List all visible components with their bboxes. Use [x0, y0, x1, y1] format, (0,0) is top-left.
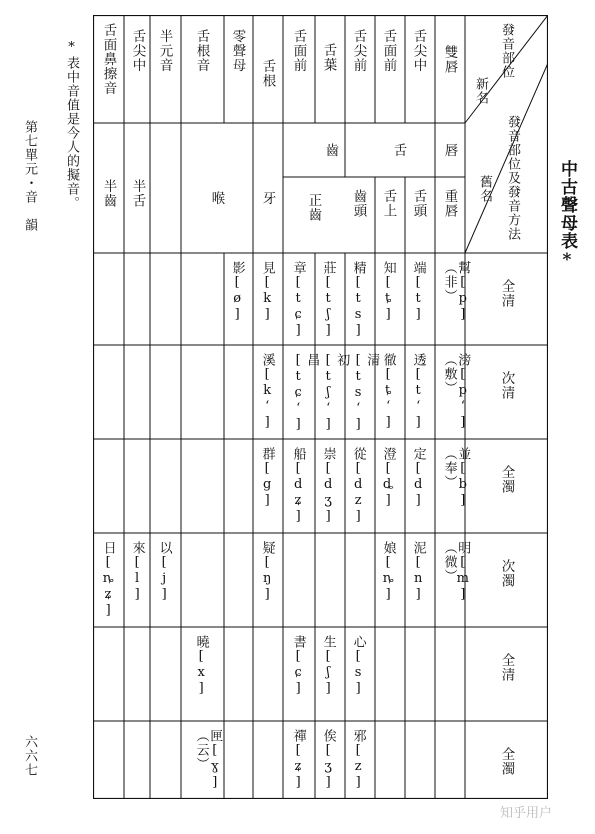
col-modern-7: 零聲母 — [229, 29, 246, 73]
cell-r3-c0: 明[m]（微） — [441, 541, 471, 603]
cell-r2-c3: 從[dz] — [350, 447, 366, 525]
cell-r1-c2: 徹[ȶʻ] — [380, 353, 396, 431]
cell-r1-c1: 透[tʻ] — [410, 353, 426, 431]
col-modern-5: 舌面前 — [290, 29, 307, 73]
cell-r3-c9: 以[j] — [156, 541, 172, 603]
cell-r2-c5: 船[dʑ] — [290, 447, 306, 525]
corner-old-sub: 發音部位及發音方法 — [505, 115, 520, 241]
watermark: 知乎用户 — [500, 806, 553, 821]
trad-0: 重唇 — [441, 189, 458, 218]
cell-r4-c3: 心[s] — [350, 635, 366, 697]
footnote: *表中音值是今人的擬音。 — [64, 40, 79, 210]
col-modern-1: 舌尖中 — [410, 29, 427, 73]
cell-r0-c6: 見[k] — [259, 261, 275, 323]
cell-r2-c1: 定[d] — [410, 447, 426, 509]
row-label-3: 次濁 — [498, 559, 515, 588]
page-number: 六六七 — [22, 735, 37, 777]
cell-r1-c3: 清[tsʻ] — [350, 353, 380, 433]
trad-2: 舌上 — [380, 189, 397, 218]
initials-table — [93, 15, 548, 799]
trad-1: 舌頭 — [410, 189, 427, 218]
group-teeth: 齒 — [322, 143, 339, 158]
cell-r3-c6: 疑[ŋ] — [259, 541, 275, 603]
cell-r2-c0: 並[b]（奉） — [441, 447, 471, 509]
col-modern-3: 舌尖前 — [350, 29, 367, 73]
cell-r3-c2: 娘[ȵ] — [380, 541, 396, 603]
row-label-1: 次清 — [498, 371, 515, 400]
row-label-2: 全濁 — [498, 465, 515, 494]
cell-r2-c2: 澄[ȡ] — [380, 447, 396, 509]
cell-r0-c3: 精[ts] — [350, 261, 366, 339]
group-half-teeth: 半齒 — [100, 179, 117, 208]
trad-3: 齒頭 — [350, 189, 367, 218]
cell-r2-c6: 群[g] — [259, 447, 275, 509]
row-label-5: 全濁 — [498, 747, 515, 776]
cell-r1-c6: 溪[kʻ] — [259, 353, 275, 431]
group-molar: 牙 — [259, 191, 276, 206]
cell-r0-c2: 知[ȶ] — [380, 261, 396, 323]
cell-r5-c5: 禪[ʑ] — [290, 729, 306, 791]
corner-new-label: 新名 — [473, 77, 488, 105]
cell-r0-c0: 幫[p]（非） — [441, 261, 471, 323]
cell-r1-c0: 滂[pʻ]（敷） — [441, 353, 471, 431]
cell-r0-c5: 章[tɕ] — [290, 261, 306, 339]
group-tongue: 舌 — [390, 143, 407, 158]
cell-r5-c4: 俟[ʒ] — [320, 729, 336, 791]
row-label-0: 全清 — [498, 279, 515, 308]
corner-old-label: 舊名 — [477, 175, 492, 203]
col-modern-11: 舌面鼻擦音 — [100, 23, 117, 96]
cell-r1-c4: 初[tʃʻ] — [320, 353, 350, 433]
col-modern-4: 舌葉 — [320, 43, 337, 72]
cell-r3-c11: 日[ȵʑ] — [100, 541, 116, 619]
row-label-4: 全清 — [498, 653, 515, 682]
cell-r2-c4: 崇[dʒ] — [320, 447, 336, 525]
cell-r3-c1: 泥[n] — [410, 541, 426, 603]
col-modern-0: 雙唇 — [441, 45, 458, 74]
group-lip: 唇 — [441, 143, 458, 158]
cell-r0-c7: 影[ø] — [229, 261, 245, 323]
group-half-tongue: 半舌 — [129, 179, 146, 208]
col-modern-6: 舌根 — [259, 59, 276, 88]
page-title: 中古聲母表* — [557, 160, 577, 271]
cell-r3-c10: 來[l] — [129, 541, 145, 603]
corner-new-sub: 發音部位 — [499, 23, 514, 79]
cell-r1-c5: 昌[tɕʻ] — [290, 353, 320, 433]
cell-r5-c3: 邪[z] — [350, 729, 366, 791]
cell-r0-c1: 端[t] — [410, 261, 426, 323]
cell-r0-c4: 莊[tʃ] — [320, 261, 336, 339]
group-throat: 喉 — [208, 191, 225, 206]
col-modern-8: 舌根音 — [193, 29, 210, 73]
running-head: 第七單元・音 韻 — [22, 120, 37, 232]
col-modern-10: 舌尖中 — [129, 29, 146, 73]
cell-r5-c8: 匣[ɣ]（云） — [193, 729, 223, 791]
cell-r4-c4: 生[ʃ] — [320, 635, 336, 697]
cell-r4-c5: 書[ɕ] — [290, 635, 306, 697]
trad-4: 正齒 — [305, 193, 322, 222]
col-modern-9: 半元音 — [156, 29, 173, 73]
cell-r4-c8: 曉[x] — [193, 635, 209, 697]
col-modern-2: 舌面前 — [380, 29, 397, 73]
